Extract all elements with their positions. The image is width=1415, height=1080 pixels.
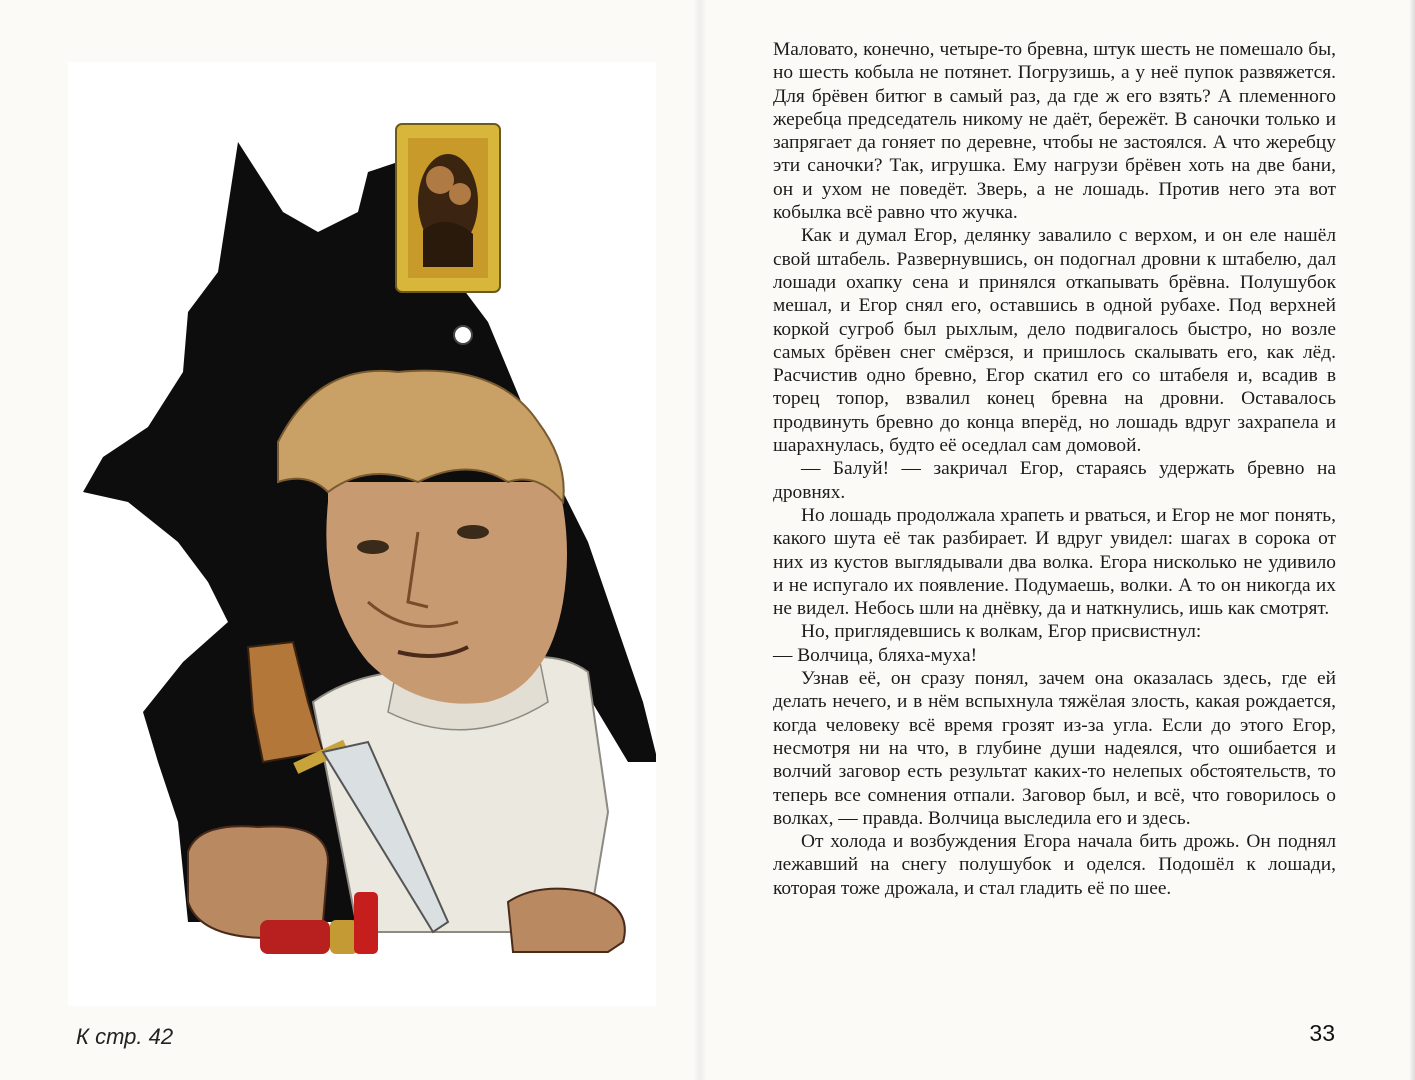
paragraph: От холода и возбуждения Егора начала бить дрожь. Он поднял лежавший на снегу полушубок и оделся. Подошёл к лошади, которая тоже дрожала, и стал гладить её по шее.	[773, 831, 1336, 899]
paragraph: Как и думал Егор, делянку завалило с верхом, и он еле нашёл свой штабель. Развернувшись, он подогнал дровни к штабелю, дал лошади охапку сена и принялся откапывать брёвна. Полушубок мешал, и Егор снял его, оставшись в одной рубахе. Под верхней коркой сугроб был рыхлым, дело подвигалось быстро, но возле самых брёвен снег смёрзся, и пришлось скалывать его, как лёд. Расчистив одно бревно, Егор скатил его со штабеля и, всадив в торец топор, взвалил конец бревна на дровни. Оставалось продвинуть бревно до конца вперёд, но лошадь вдруг захрапела и шарахнулась, будто её оседлал сам домовой.	[773, 225, 1336, 457]
paragraph: — Балуй! — закричал Егор, стараясь удержать бревно на дровнях.	[773, 458, 1336, 503]
paragraph: — Волчица, бляха-муха!	[773, 644, 978, 666]
paragraph: Но лошадь продолжала храпеть и рваться, и Егор не мог понять, какого шута её так разбирает. И вдруг увидел: шагах в сорока от них из кустов выглядывали два волка. Егора нисколько не удивило и не испугало их появление. Подумаешь, волки. А то он никогда их не видел. Небось шли на днёвку, да и наткнулись, ишь как смотрят.	[773, 504, 1336, 620]
illustration	[68, 62, 656, 1006]
paragraph: Но, приглядевшись к волкам, Егор присвистнул:	[801, 621, 1202, 643]
page-number: 33	[1309, 1020, 1335, 1046]
right-page	[700, 0, 1415, 1080]
left-page	[0, 0, 700, 1080]
paragraph: Узнав её, он сразу понял, зачем она оказалась здесь, где ей делать нечего, и в нём вспыхнула тяжёлая злость, какая рождается, когда человеку всё время грозят из-за угла. Если до этого Егор, несмотря ни на что, в глубине души надеялся, что ошибается и волчий заговор есть результат каких-то нелепых обстоятельств, то теперь все сомнения отпали. Заговор был, и всё, что говорилось о волках, — правда. Волчица выследила его и здесь.	[773, 668, 1336, 829]
icon-picture	[396, 124, 500, 292]
body-text	[773, 38, 1336, 900]
page-edge	[1409, 0, 1415, 1080]
right-hand	[508, 889, 625, 952]
paragraph: Маловато, конечно, четыре-то бревна, штук шесть не помешало бы, но шесть кобыла не потянет. Погрузишь, а у неё пупок развяжется. Для брёвен битюг в самый раз, да где ж его взять? А племенного жеребца председатель никому не даёт, бережёт. В саночки только и запрягает да гоняет по деревне, чтобы не застоялся. А что жеребцу эти саночки? Так, игрушка. Ему нагрузи брёвен хоть на две бани, он и ухом не поведёт. Зверь, а не лошадь. Против него эта вот кобылка всё равно что жучка.	[773, 39, 1336, 224]
illustration-caption: К стр. 42	[76, 1024, 174, 1049]
